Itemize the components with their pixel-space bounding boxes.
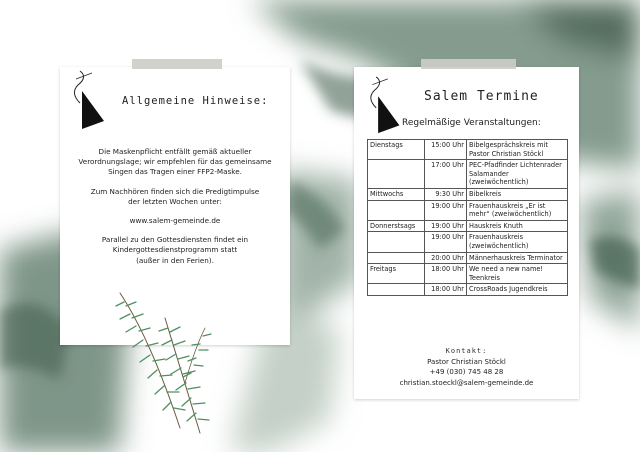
mask-paragraph — [70, 147, 280, 178]
schedule-event-cell: Hauskreis Knuth — [467, 220, 568, 232]
schedule-time-cell: 17:00 Uhr — [425, 160, 467, 189]
text-line: Verordnungslage; wir empfehlen für das gemeinsame — [78, 157, 272, 167]
schedule-time-cell: 19:00 Uhr — [425, 220, 467, 232]
regular-events-subtitle: Regelmäßige Veranstaltungen: — [402, 118, 541, 128]
schedule-day-cell — [368, 252, 425, 264]
schedule-event-cell: We need a new name! Teenkreis — [467, 264, 568, 284]
general-notes-body — [70, 147, 280, 275]
contact-block — [354, 346, 579, 388]
table-row — [368, 232, 568, 252]
schedule-time-cell: 20:00 Uhr — [425, 252, 467, 264]
schedule-day-cell — [368, 232, 425, 252]
tape-strip — [132, 59, 222, 69]
schedule-time-cell: 19:00 Uhr — [425, 200, 467, 220]
general-notes-heading: Allgemeine Hinweise: — [122, 95, 269, 107]
schedule-day-cell: Freitags — [368, 264, 425, 284]
schedule-time-cell: 9:30 Uhr — [425, 188, 467, 200]
table-row — [368, 160, 568, 189]
tape-strip — [421, 59, 516, 69]
schedule-time-cell: 18:00 Uhr — [425, 284, 467, 296]
kids-service-paragraph — [70, 235, 280, 266]
text-line: Kindergottesdienstprogramm statt — [112, 245, 238, 255]
text-line: Parallel zu den Gottesdiensten findet ein — [101, 235, 249, 245]
contact-phone[interactable]: +49 (030) 745 48 28 — [429, 368, 504, 376]
schedule-event-cell: Männerhauskreis Terminator — [467, 252, 568, 264]
schedule-event-cell: PEC-Pfadfinder Lichtenrader Salamander (zweiwöchentlich) — [467, 160, 568, 189]
sermon-paragraph — [70, 187, 280, 207]
table-row — [368, 200, 568, 220]
table-row — [368, 188, 568, 200]
schedule-event-cell: Frauenhauskreis „Er ist mehr“ (zweiwöchentlich) — [467, 200, 568, 220]
text-line: Zum Nachhören finden sich die Predigtimpulse — [90, 186, 260, 196]
table-row — [368, 140, 568, 160]
schedule-event-cell: CrossRoads Jugendkreis — [467, 284, 568, 296]
schedule-time-cell: 15:00 Uhr — [425, 140, 467, 160]
schedule-event-cell: Bibelgesprächskreis mit Pastor Christian Stöckl — [467, 140, 568, 160]
table-row — [368, 220, 568, 232]
table-row — [368, 264, 568, 284]
schedule-day-cell: Dienstags — [368, 140, 425, 160]
schedule-event-cell: Frauenhauskreis (zweiwöchentlich) — [467, 232, 568, 252]
salem-events-heading: Salem Termine — [424, 89, 539, 104]
fir-branch-icon — [110, 288, 230, 438]
sailboat-logo-icon — [66, 69, 106, 131]
text-line: (außer in den Ferien). — [136, 255, 214, 265]
schedule-day-cell — [368, 284, 425, 296]
schedule-day-cell: Mittwochs — [368, 188, 425, 200]
schedule-day-cell — [368, 200, 425, 220]
sailboat-logo-icon — [362, 75, 402, 135]
website-link[interactable]: www.salem-gemeinde.de — [129, 216, 221, 226]
schedule-time-cell: 19:00 Uhr — [425, 232, 467, 252]
table-row — [368, 252, 568, 264]
text-line: der letzten Wochen unter: — [128, 196, 222, 206]
schedule-table — [367, 139, 568, 296]
contact-email[interactable]: christian.stoeckl@salem-gemeinde.de — [399, 378, 534, 387]
contact-name: Pastor Christian Stöckl — [427, 357, 506, 366]
schedule-time-cell: 18:00 Uhr — [425, 264, 467, 284]
contact-heading: Kontakt: — [445, 347, 488, 355]
schedule-day-cell — [368, 160, 425, 189]
website-paragraph — [70, 216, 280, 226]
schedule-event-cell: Bibelkreis — [467, 188, 568, 200]
schedule-day-cell: Donnerstsags — [368, 220, 425, 232]
text-line: Die Maskenpflicht entfällt gemäß aktueller — [98, 147, 252, 156]
text-line: Singen das Tragen einer FFP2-Maske. — [108, 167, 242, 177]
table-row — [368, 284, 568, 296]
